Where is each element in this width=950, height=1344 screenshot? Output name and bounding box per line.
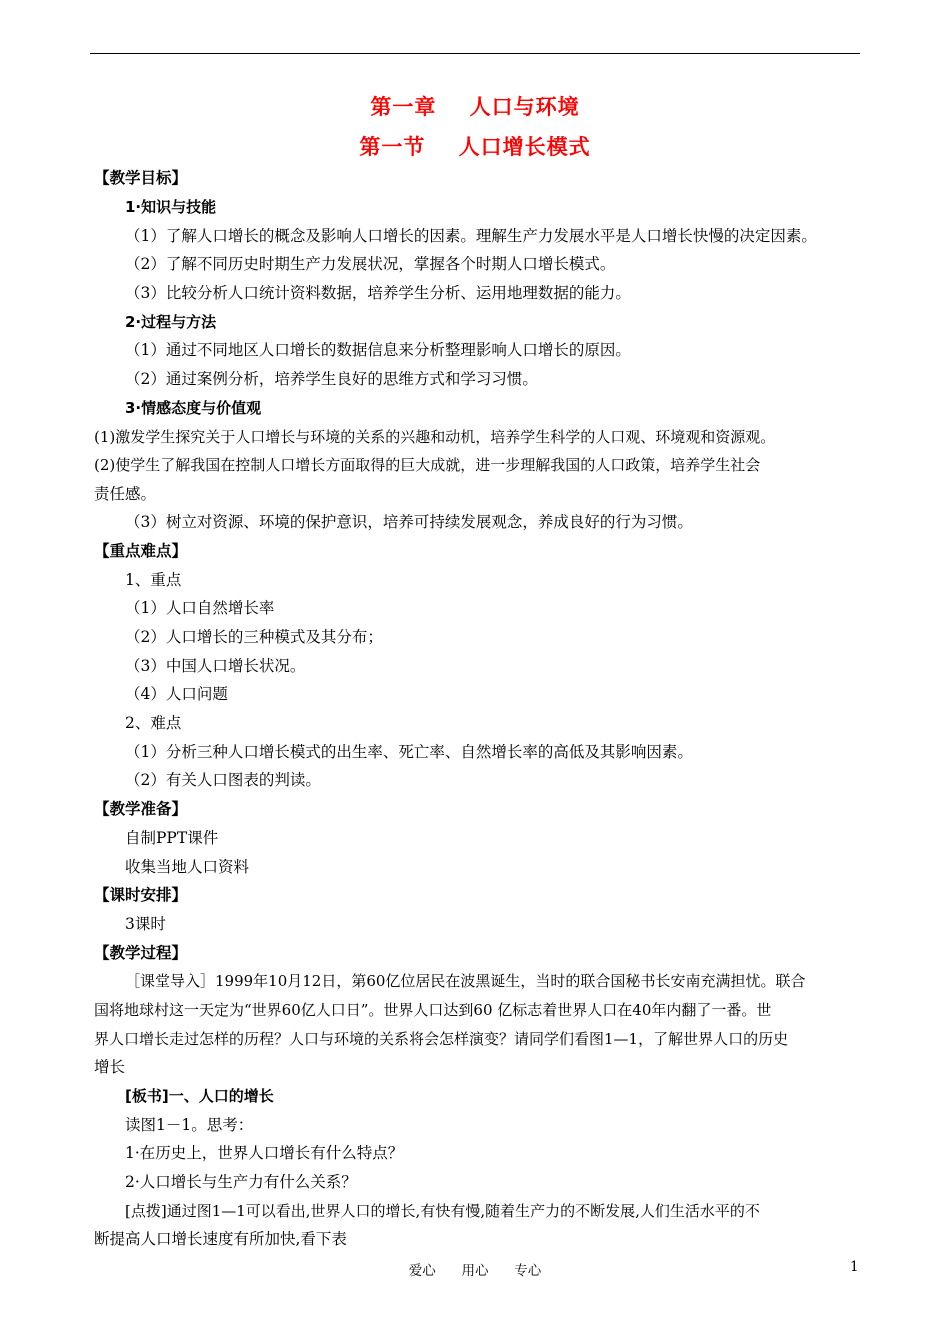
prep-heading: 【教学准备】: [94, 800, 188, 818]
objective-item: （3）比较分析人口统计资料数据，培养学生分析、运用地理数据的能力。: [125, 284, 631, 302]
keypoint-item: （3）中国人口增长状况。: [125, 657, 306, 675]
keypoint-item: （1）人口自然增长率: [125, 599, 275, 617]
page-number: 1: [850, 1259, 859, 1275]
process-paragraph: 国将地球村这一天定为“世界60亿人口日”。世界人口达到60 亿标志着世界人口在40年内翻了一番。世: [94, 1001, 772, 1019]
prep-item: 收集当地人口资料: [125, 858, 250, 876]
footer-motto: 爱心 用心 专心: [408, 1263, 542, 1279]
schedule-value: 3课时: [125, 915, 166, 933]
objective-item: （1）了解人口增长的概念及影响人口增长的因素。理解生产力发展水平是人口增长快慢的决定因素。: [125, 227, 817, 245]
keypoint-subtitle: 2、难点: [125, 714, 182, 732]
keypoint-item: （2）人口增长的三种模式及其分布；: [125, 628, 383, 646]
question-item: 1·在历史上，世界人口增长有什么特点？: [125, 1144, 404, 1162]
chapter-title: 第一章 人口与环境: [370, 95, 580, 119]
process-paragraph: 增长: [94, 1058, 126, 1076]
schedule-heading: 【课时安排】: [94, 886, 188, 904]
objective-item: （3）树立对资源、环境的保护意识，培养可持续发展观念，养成良好的行为习惯。: [125, 513, 693, 531]
keypoint-item: （1）分析三种人口增长模式的出生率、死亡率、自然增长率的高低及其影响因素。: [125, 743, 693, 761]
section-title: 第一节 人口增长模式: [359, 135, 591, 159]
objective-item: （2）通过案例分析，培养学生良好的思维方式和学习习惯。: [125, 370, 538, 388]
objective-group-title: 3·情感态度与价值观: [125, 399, 262, 417]
tip-paragraph: [点拨]通过图1—1可以看出,世界人口的增长,有快有慢,随着生产力的不断发展,人们生活水平的不: [125, 1202, 760, 1220]
objective-item: (1)激发学生探究关于人口增长与环境的关系的兴趣和动机，培养学生科学的人口观、环境观和资源观。: [94, 428, 776, 446]
keypoint-item: （4）人口问题: [125, 685, 228, 703]
objectives-heading: 【教学目标】: [94, 169, 188, 187]
objective-item: （1）通过不同地区人口增长的数据信息来分析整理影响人口增长的原因。: [125, 341, 631, 359]
keypoint-subtitle: 1、重点: [125, 571, 182, 589]
process-paragraph: 界人口增长走过怎样的历程？人口与环境的关系将会怎样演变？请同学们看图1—1，了解世界人口的历史: [94, 1030, 789, 1048]
process-heading: 【教学过程】: [94, 944, 188, 962]
read-figure-prompt: 读图1－1。思考：: [125, 1116, 254, 1134]
board-note: [板书]一、人口的增长: [125, 1087, 274, 1105]
objective-item: 责任感。: [94, 485, 157, 503]
process-paragraph: ［课堂导入］1999年10月12日，第60亿位居民在波黑诞生，当时的联合国秘书长安南充满担忧。联合: [125, 972, 806, 990]
objective-item: (2)使学生了解我国在控制人口增长方面取得的巨大成就，进一步理解我国的人口政策，培养学生社会: [94, 456, 761, 474]
header-rule: [90, 53, 860, 54]
prep-item: 自制PPT课件: [125, 829, 219, 847]
keypoints-heading: 【重点难点】: [94, 542, 188, 560]
keypoint-item: （2）有关人口图表的判读。: [125, 771, 321, 789]
question-item: 2·人口增长与生产力有什么关系？: [125, 1173, 357, 1191]
objective-item: （2）了解不同历史时期生产力发展状况，掌握各个时期人口增长模式。: [125, 255, 616, 273]
objective-group-title: 2·过程与方法: [125, 313, 217, 331]
objective-group-title: 1·知识与技能: [125, 198, 217, 216]
tip-paragraph: 断提高人口增长速度有所加快,看下表: [94, 1230, 347, 1248]
